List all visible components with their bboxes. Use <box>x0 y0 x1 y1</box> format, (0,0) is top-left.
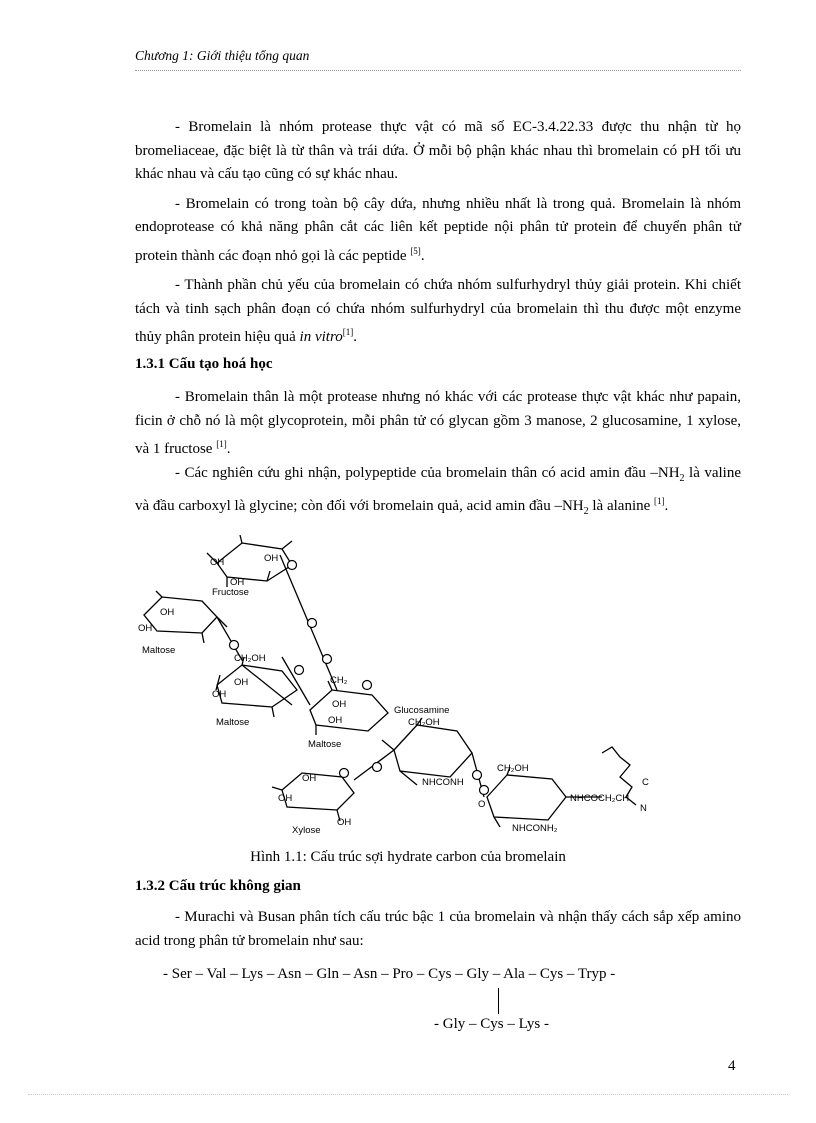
intro-paragraph-1: - Bromelain là nhóm protease thực vật có mã số EC-3.4.22.33 được thu nhận từ họ bromeliaceae, đặc biệt là từ thân và trái dứa. Ở mỗi bộ phận khác nhau thì bromelain có pH tối ưu khác nhau và cấu tạo cũng có sự khác nhau. <box>135 119 741 182</box>
o-label: O <box>478 799 486 810</box>
reference-1: [1] <box>342 327 354 337</box>
oh-label: OH <box>234 677 249 688</box>
period: . <box>420 247 425 264</box>
reference-5: [5] <box>410 245 421 256</box>
in-vitro-term: in vitro <box>299 329 343 345</box>
ch2oh-label-1: CH₂OH <box>234 653 266 664</box>
intro-paragraph-2 <box>135 193 741 269</box>
maltose-ring-1 <box>144 597 217 633</box>
intro-paragraph-3 <box>135 274 741 350</box>
subscript: 2 <box>679 472 685 484</box>
oh-label: OH <box>332 699 347 710</box>
section-1-3-1-paragraph-1 <box>135 386 741 462</box>
intro-paragraphs <box>135 116 741 350</box>
nhcoch2ch-label: NHCOCH₂CH <box>570 793 630 804</box>
glucosamine-label: Glucosamine <box>394 705 450 716</box>
n-label: N <box>640 803 647 814</box>
reference-1: [1] <box>216 439 227 449</box>
paragraph-text: là valine và đầu carboxyl là glycine; còn đối với bromelain quả, acid amin đầu –NH <box>135 464 741 514</box>
oh-label: OH <box>337 817 352 828</box>
amino-acid-sequence-main: - Ser – Val – Lys – Asn – Gln – Asn – Pro – Cys – Gly – Ala – Cys – Tryp - <box>163 966 616 982</box>
oh-label: OH <box>230 577 245 588</box>
period: . <box>664 498 669 514</box>
section-heading-1-3-2: 1.3.2 Cấu trúc không gian <box>135 878 301 894</box>
xylose-label: Xylose <box>292 825 321 836</box>
ch2oh-label-3: CH₂OH <box>497 763 529 774</box>
terminal-glucosamine-ring <box>487 775 566 820</box>
section-1-3-2-paragraph-1: - Murachi và Busan phân tích cấu trúc bậc 1 của bromelain và nhận thấy cách sắp xếp amino acid trong phân tử bromelain như sau: <box>135 909 741 949</box>
fructose-label: Fructose <box>212 587 249 598</box>
oh-label: OH <box>278 793 293 804</box>
section-1-3-1-paragraphs <box>135 386 741 524</box>
oh-label: OH <box>302 773 317 784</box>
paragraph-text: - Các nghiên cứu ghi nhận, polypeptide của bromelain thân có acid amin đầu –NH <box>175 464 680 481</box>
glucosamine-ring <box>394 725 472 777</box>
intro-paragraph-2-text: - Bromelain có trong toàn bộ cây dứa, nhưng nhiều nhất là trong quả. Bromelain là nhóm endoprotease có khả năng phân cắt các liên kết peptide nội phân tử protein để chuyển phân tử protein thành các đoạn nhỏ gọi là các peptide <box>135 195 741 264</box>
subscript: 2 <box>583 506 589 517</box>
ch2-label: CH₂ <box>330 675 348 686</box>
footer-divider <box>28 1094 788 1095</box>
period: . <box>353 329 357 345</box>
maltose-label-1: Maltose <box>142 645 176 656</box>
oh-label: OH <box>210 557 225 568</box>
intro-paragraph-3-text: - Thành phần chủ yếu của bromelain có chứa nhóm sulfurhydryl thủy giải protein. Khi chiết tách và tinh sạch phân đoạn có chứa nhóm sulfurhydryl của bromelain thì thu được một enzyme thủy phân protein hiệu quả <box>135 277 741 345</box>
section-1-3-1-paragraph-2 <box>135 462 741 524</box>
header-divider <box>135 70 741 71</box>
maltose-ring-2 <box>217 665 297 707</box>
ch2oh-label-2: CH₂OH <box>408 717 440 728</box>
oh-label: OH <box>160 607 175 618</box>
paragraph-text: là alanine <box>588 498 651 514</box>
c-label: C <box>642 777 649 788</box>
chapter-header: Chương 1: Giới thiệu tổng quan <box>135 48 310 63</box>
maltose-label-2: Maltose <box>216 717 250 728</box>
carbohydrate-structure-figure <box>132 535 672 840</box>
paragraph-text: - Bromelain thân là một protease nhưng nó khác với các protease thực vật khác như papain, ficin ở chỗ nó là một glycoprotein, mỗi phân tử có glycan gồm 3 manose, 2 glucosamine, 1 xylose, và 1 fructose <box>135 389 741 457</box>
disulfide-bond-line <box>498 988 499 1014</box>
nhconh2-label: NHCONH₂ <box>512 823 558 834</box>
maltose-ring-3 <box>310 690 388 731</box>
oh-label: OH <box>138 623 153 634</box>
reference-1: [1] <box>654 496 665 506</box>
period: . <box>226 441 231 457</box>
section-heading-1-3-1: 1.3.1 Cấu tạo hoá học <box>135 356 273 372</box>
xylose-ring <box>282 773 354 810</box>
page-number: 4 <box>728 1058 736 1074</box>
figure-caption: Hình 1.1: Cấu trúc sợi hydrate carbon của bromelain <box>250 849 566 865</box>
oh-label: OH <box>264 553 279 564</box>
section-1-3-2-paragraph <box>135 906 741 953</box>
fructose-ring <box>217 543 292 581</box>
oh-label: OH <box>328 715 343 726</box>
maltose-label-3: Maltose <box>308 739 342 750</box>
nhconh-label: NHCONH <box>422 777 464 788</box>
oh-label: OH <box>212 689 227 700</box>
amino-acid-sequence-branch: - Gly – Cys – Lys - <box>434 1016 550 1032</box>
